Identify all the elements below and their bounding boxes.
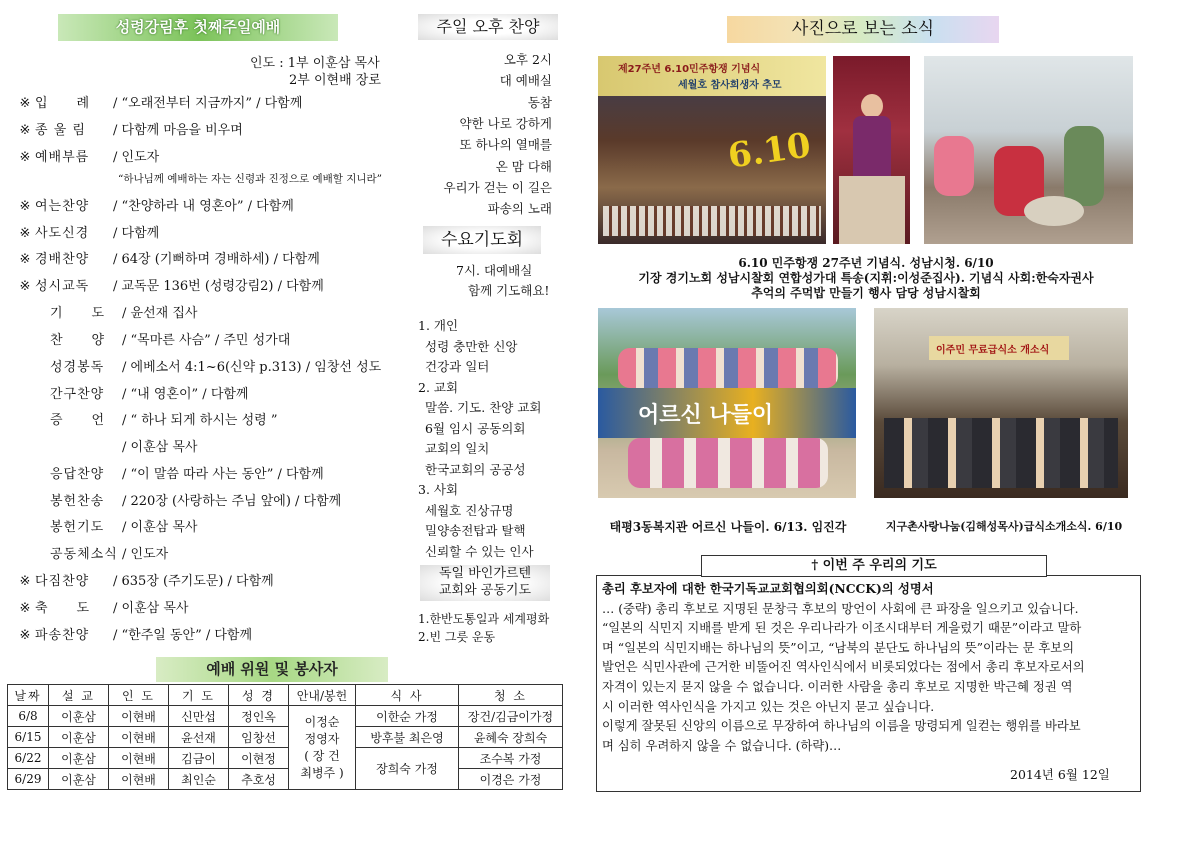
leader-line-1: 인도 : 1부 이훈삼 목사 (250, 56, 380, 71)
caption-seniors: 태평3동복지관 어르신 나들이. 6/13. 임진각 (609, 520, 847, 534)
table-cell: 이현배 (109, 727, 169, 748)
afternoon-line: 온 맘 다해 (495, 158, 552, 174)
order-name: 증 언 (50, 413, 106, 428)
order-text: / “오래전부터 지금까지” / 다함께 (113, 96, 303, 111)
order-mark: ※ (19, 226, 31, 241)
duty-header: 청 소 (459, 685, 563, 706)
order-item (15, 146, 395, 168)
table-cell: 임창선 (229, 727, 289, 748)
order-item (15, 275, 395, 297)
order-mark: ※ (19, 574, 31, 589)
table-cell: 이한순 가정 (356, 706, 459, 727)
table-cell: 장건/김금이가정 (459, 706, 563, 727)
table-cell: 조수복 가정 (459, 748, 563, 769)
photo-sign-text: 이주민 무료급식소 개소식 (936, 345, 1050, 356)
duty-header: 날짜 (8, 685, 49, 706)
prayer-list-item: 1. 개인 (418, 318, 459, 333)
order-text: / 이훈삼 목사 (122, 440, 198, 455)
order-text: / 에베소서 4:1~6(신약 p.313) / 임창선 성도 (122, 360, 382, 375)
afternoon-line: 대 예배실 (499, 73, 552, 89)
order-item (15, 543, 395, 565)
duty-guide-line: ( 장 건 (304, 748, 340, 763)
order-name: 파송찬양 (35, 628, 90, 643)
duty-header: 성 경 (229, 685, 289, 706)
duty-guide-line: 최병주 ) (300, 765, 344, 780)
table-cell: 정인옥 (229, 706, 289, 727)
order-name: 성시교독 (35, 279, 90, 294)
order-mark: ※ (19, 199, 31, 214)
table-cell: 6/29 (8, 769, 49, 790)
table-cell: 이현정 (229, 748, 289, 769)
german-title-line: 독일 바인가르텐 (438, 566, 532, 581)
order-item (15, 222, 395, 244)
order-name: 봉헌찬송 (50, 494, 105, 509)
table-cell: 장희숙 가정 (356, 748, 459, 790)
order-text: / “한주일 동안” / 다함께 (113, 628, 253, 643)
order-item (15, 409, 395, 431)
order-text: / “이 말씀 따라 사는 동안” / 다함께 (122, 467, 324, 482)
order-item (15, 436, 395, 458)
photo-riceball (924, 56, 1133, 244)
order-name: 사도신경 (35, 226, 90, 241)
caption-top-line: 추억의 주먹밥 만들기 행사 담당 성남시찰회 (751, 286, 981, 300)
afternoon-line: 오후 2시 (503, 52, 552, 67)
prayer-list-item: 한국교회의 공공성 (425, 461, 526, 477)
order-item (15, 597, 395, 619)
order-mark: ※ (19, 150, 31, 165)
order-mark: ※ (19, 628, 31, 643)
table-cell: 윤혜숙 장희숙 (459, 727, 563, 748)
caption-opening: 지구촌사랑나눔(김해성목사)급식소개소식. 6/10 (885, 520, 1123, 533)
order-text: / 64장 (기뻐하며 경배하세) / 다함께 (113, 252, 320, 267)
order-text: / 교독문 136번 (성령강림2) / 다함께 (113, 279, 324, 294)
prayer-list-item: 신뢰할 수 있는 인사 (425, 543, 534, 559)
photo-sign-text: 어르신 나들이 (638, 402, 774, 428)
order-name: 예배부름 (35, 150, 90, 165)
order-text: / “ 하나 되게 하시는 성령 ” (122, 413, 278, 428)
table-row (8, 769, 563, 790)
order-name: 축 도 (35, 601, 91, 616)
order-name: 봉헌기도 (50, 520, 105, 535)
prayer-line: “일본의 식민지 지배를 받게 된 것은 우리나라가 이조시대부터 게을렀기 때문”이라고 말하 (602, 621, 1082, 636)
news-title: 사진으로 보는 소식 (727, 16, 999, 43)
prayer-list-item: 2. 교회 (418, 379, 459, 395)
order-mark: ※ (19, 601, 31, 616)
duty-header: 안내/봉헌 (289, 685, 356, 706)
german-title (420, 565, 550, 601)
prayer-line: 발언은 식민사관에 근거한 비뚤어진 역사인식에서 비롯되었다는 점에서 총리 후보자로서의 (602, 660, 1085, 675)
order-name: 공동체소식 (50, 547, 118, 562)
duty-guide-line: 이정순 (304, 714, 340, 729)
duty-header: 설 교 (49, 685, 109, 706)
prayer-date: 2014년 6월 12일 (1010, 767, 1110, 782)
prayer-line: 이렇게 잘못된 신앙의 이름으로 무장하여 하나님의 이름을 망령되게 일컫는 행위를 바라보 (602, 719, 1081, 734)
duty-header: 식 사 (356, 685, 459, 706)
order-name: 기 도 (50, 306, 106, 321)
order-item (15, 624, 395, 646)
order-item (15, 463, 395, 485)
order-text: / 윤선재 집사 (122, 306, 198, 321)
table-cell: 이훈삼 (49, 727, 109, 748)
german-line: 1.한반도통일과 세계평화 (418, 612, 550, 626)
prayer-line: 며 심히 우려하지 않을 수 없습니다. (하략)… (602, 738, 842, 753)
order-item (15, 195, 395, 217)
order-mark: ※ (19, 252, 31, 267)
order-text: / 이훈삼 목사 (113, 601, 189, 616)
prayer-list-item: 말씀. 기도. 찬양 교회 (425, 400, 542, 415)
table-cell: 김금이 (169, 748, 229, 769)
photo-speaker (833, 56, 910, 244)
prayer-line: … (중략) 총리 후보로 지명된 문창극 후보의 망언이 사회에 큰 파장을 일으키고 있습니다. (602, 601, 1079, 616)
prayer-line: 며 “일본의 식민지배는 하나님의 뜻”이고, “남북의 분단도 하나님의 뜻”이라는 문 후보의 (602, 640, 1075, 655)
prayer-list-item: 6월 임시 공동의회 (425, 420, 526, 436)
table-row (8, 727, 563, 748)
wednesday-title: 수요기도회 (423, 226, 541, 254)
order-item (15, 570, 395, 592)
order-text: / 인도자 (122, 547, 169, 562)
wednesday-line: 함께 기도해요! (468, 283, 550, 298)
duty-table (7, 684, 563, 790)
duty-title: 예배 위원 및 봉사자 (156, 657, 388, 682)
german-line: 2.빈 그릇 운동 (418, 630, 496, 644)
afternoon-line: 우리가 걷는 이 길은 (443, 179, 552, 195)
table-cell: 추호성 (229, 769, 289, 790)
duty-header: 기 도 (169, 685, 229, 706)
table-row (8, 706, 563, 727)
order-name: 성경봉독 (50, 360, 105, 375)
order-quote: “하나님께 예배하는 자는 신령과 진정으로 예배할 지니라” (118, 173, 383, 185)
order-mark: ※ (19, 123, 31, 138)
prayer-line: 총리 후보자에 대한 한국기독교교회협의회(NCCK)의 성명서 (602, 581, 934, 596)
table-cell: 이훈삼 (49, 748, 109, 769)
prayer-list-item: 3. 사회 (418, 482, 459, 497)
order-name: 응답찬양 (50, 467, 105, 482)
german-title-line: 교회와 공동기도 (438, 583, 532, 598)
order-text: / “내 영혼이” / 다함께 (122, 387, 249, 402)
prayer-line: 시 이러한 역사인식을 가지고 있는 것은 아닌지 묻고 싶습니다. (602, 699, 935, 714)
order-mark: ※ (19, 279, 31, 294)
photo-seniors (598, 308, 856, 498)
table-row (8, 748, 563, 769)
order-name: 종 울 림 (35, 123, 86, 138)
order-item (15, 383, 395, 405)
afternoon-title: 주일 오후 찬양 (418, 14, 558, 40)
leader-line-2: 2부 이현배 장로 (289, 73, 381, 88)
order-text: / 635장 (주기도문) / 다함께 (113, 574, 274, 589)
order-text: / “찬양하라 내 영혼아” / 다함께 (113, 199, 294, 214)
table-cell: 방후불 최은영 (356, 727, 459, 748)
table-cell: 6/15 (8, 727, 49, 748)
table-cell: 최인순 (169, 769, 229, 790)
table-cell: 이경은 가정 (459, 769, 563, 790)
order-item (15, 490, 395, 512)
table-cell: 6/8 (8, 706, 49, 727)
order-text: / 다함께 마음을 비우며 (113, 123, 243, 138)
prayer-title: † 이번 주 우리의 기도 (701, 555, 1047, 577)
order-text: / 인도자 (113, 150, 160, 165)
prayer-list-item: 건강과 일터 (425, 359, 490, 374)
worship-title: 성령강림후 첫째주일예배 (58, 14, 338, 41)
order-item (15, 356, 395, 378)
table-cell: 이훈삼 (49, 706, 109, 727)
table-cell: 윤선재 (169, 727, 229, 748)
order-item (15, 248, 395, 270)
order-text: / 다함께 (113, 226, 160, 241)
prayer-list-item: 성령 충만한 신앙 (425, 338, 518, 354)
prayer-line: 자격이 있는지 묻지 않을 수 없습니다. 이러한 사람을 총리 후보로 지명한 박근혜 정권 역 (602, 680, 1073, 694)
afternoon-line: 약한 나로 강하게 (459, 115, 552, 131)
order-name: 경배찬양 (35, 252, 90, 267)
order-item (15, 516, 395, 538)
prayer-list-item: 밀양송전탑과 탈핵 (425, 523, 526, 538)
order-item (118, 171, 498, 193)
photo-banner-text: 제27주년 6.10민주항쟁 기념식 (618, 64, 761, 75)
caption-top-line: 6.10 민주항쟁 27주년 기념식. 성남시청. 6/10 (738, 256, 994, 270)
caption-top-line: 기장 경기노회 성남시찰회 연합성가대 특송(지휘:이성준집사). 기념식 사회:한숙자권사 (638, 271, 1094, 285)
duty-guide-cell (289, 706, 356, 790)
afternoon-line: 파송의 노래 (487, 201, 552, 217)
photo-ceremony (598, 56, 826, 244)
order-text: / “목마른 사슴” / 주민 성가대 (122, 333, 291, 348)
duty-header: 인 도 (109, 685, 169, 706)
order-name: 입 례 (35, 96, 91, 111)
table-cell: 이현배 (109, 748, 169, 769)
photo-banner-text: 세월호 참사희생자 추모 (678, 80, 782, 91)
table-cell: 이훈삼 (49, 769, 109, 790)
table-cell: 신만섭 (169, 706, 229, 727)
prayer-list-item: 교회의 일치 (425, 441, 490, 456)
afternoon-line: 동참 (527, 94, 552, 110)
table-cell: 이현배 (109, 769, 169, 790)
order-item (15, 302, 395, 324)
order-name: 여는찬양 (35, 199, 90, 214)
order-name: 찬 양 (50, 333, 106, 348)
order-name: 간구찬양 (50, 387, 105, 402)
table-cell: 6/22 (8, 748, 49, 769)
photo-sign-text: 6.10 (725, 125, 814, 177)
order-text: / 220장 (사랑하는 주님 앞에) / 다함께 (122, 494, 342, 509)
order-name: 다짐찬양 (35, 574, 90, 589)
table-cell: 이현배 (109, 706, 169, 727)
prayer-list-item: 세월호 진상규명 (425, 502, 514, 518)
wednesday-line: 7시. 대예배실 (456, 263, 533, 278)
photo-opening (874, 308, 1128, 498)
order-mark: ※ (19, 96, 31, 111)
order-item (15, 329, 395, 351)
order-text: / 이훈삼 목사 (122, 520, 198, 535)
afternoon-line: 또 하나의 열매를 (459, 137, 552, 153)
duty-guide-line: 정영자 (304, 731, 340, 746)
order-item (15, 92, 395, 114)
order-item (15, 119, 395, 141)
